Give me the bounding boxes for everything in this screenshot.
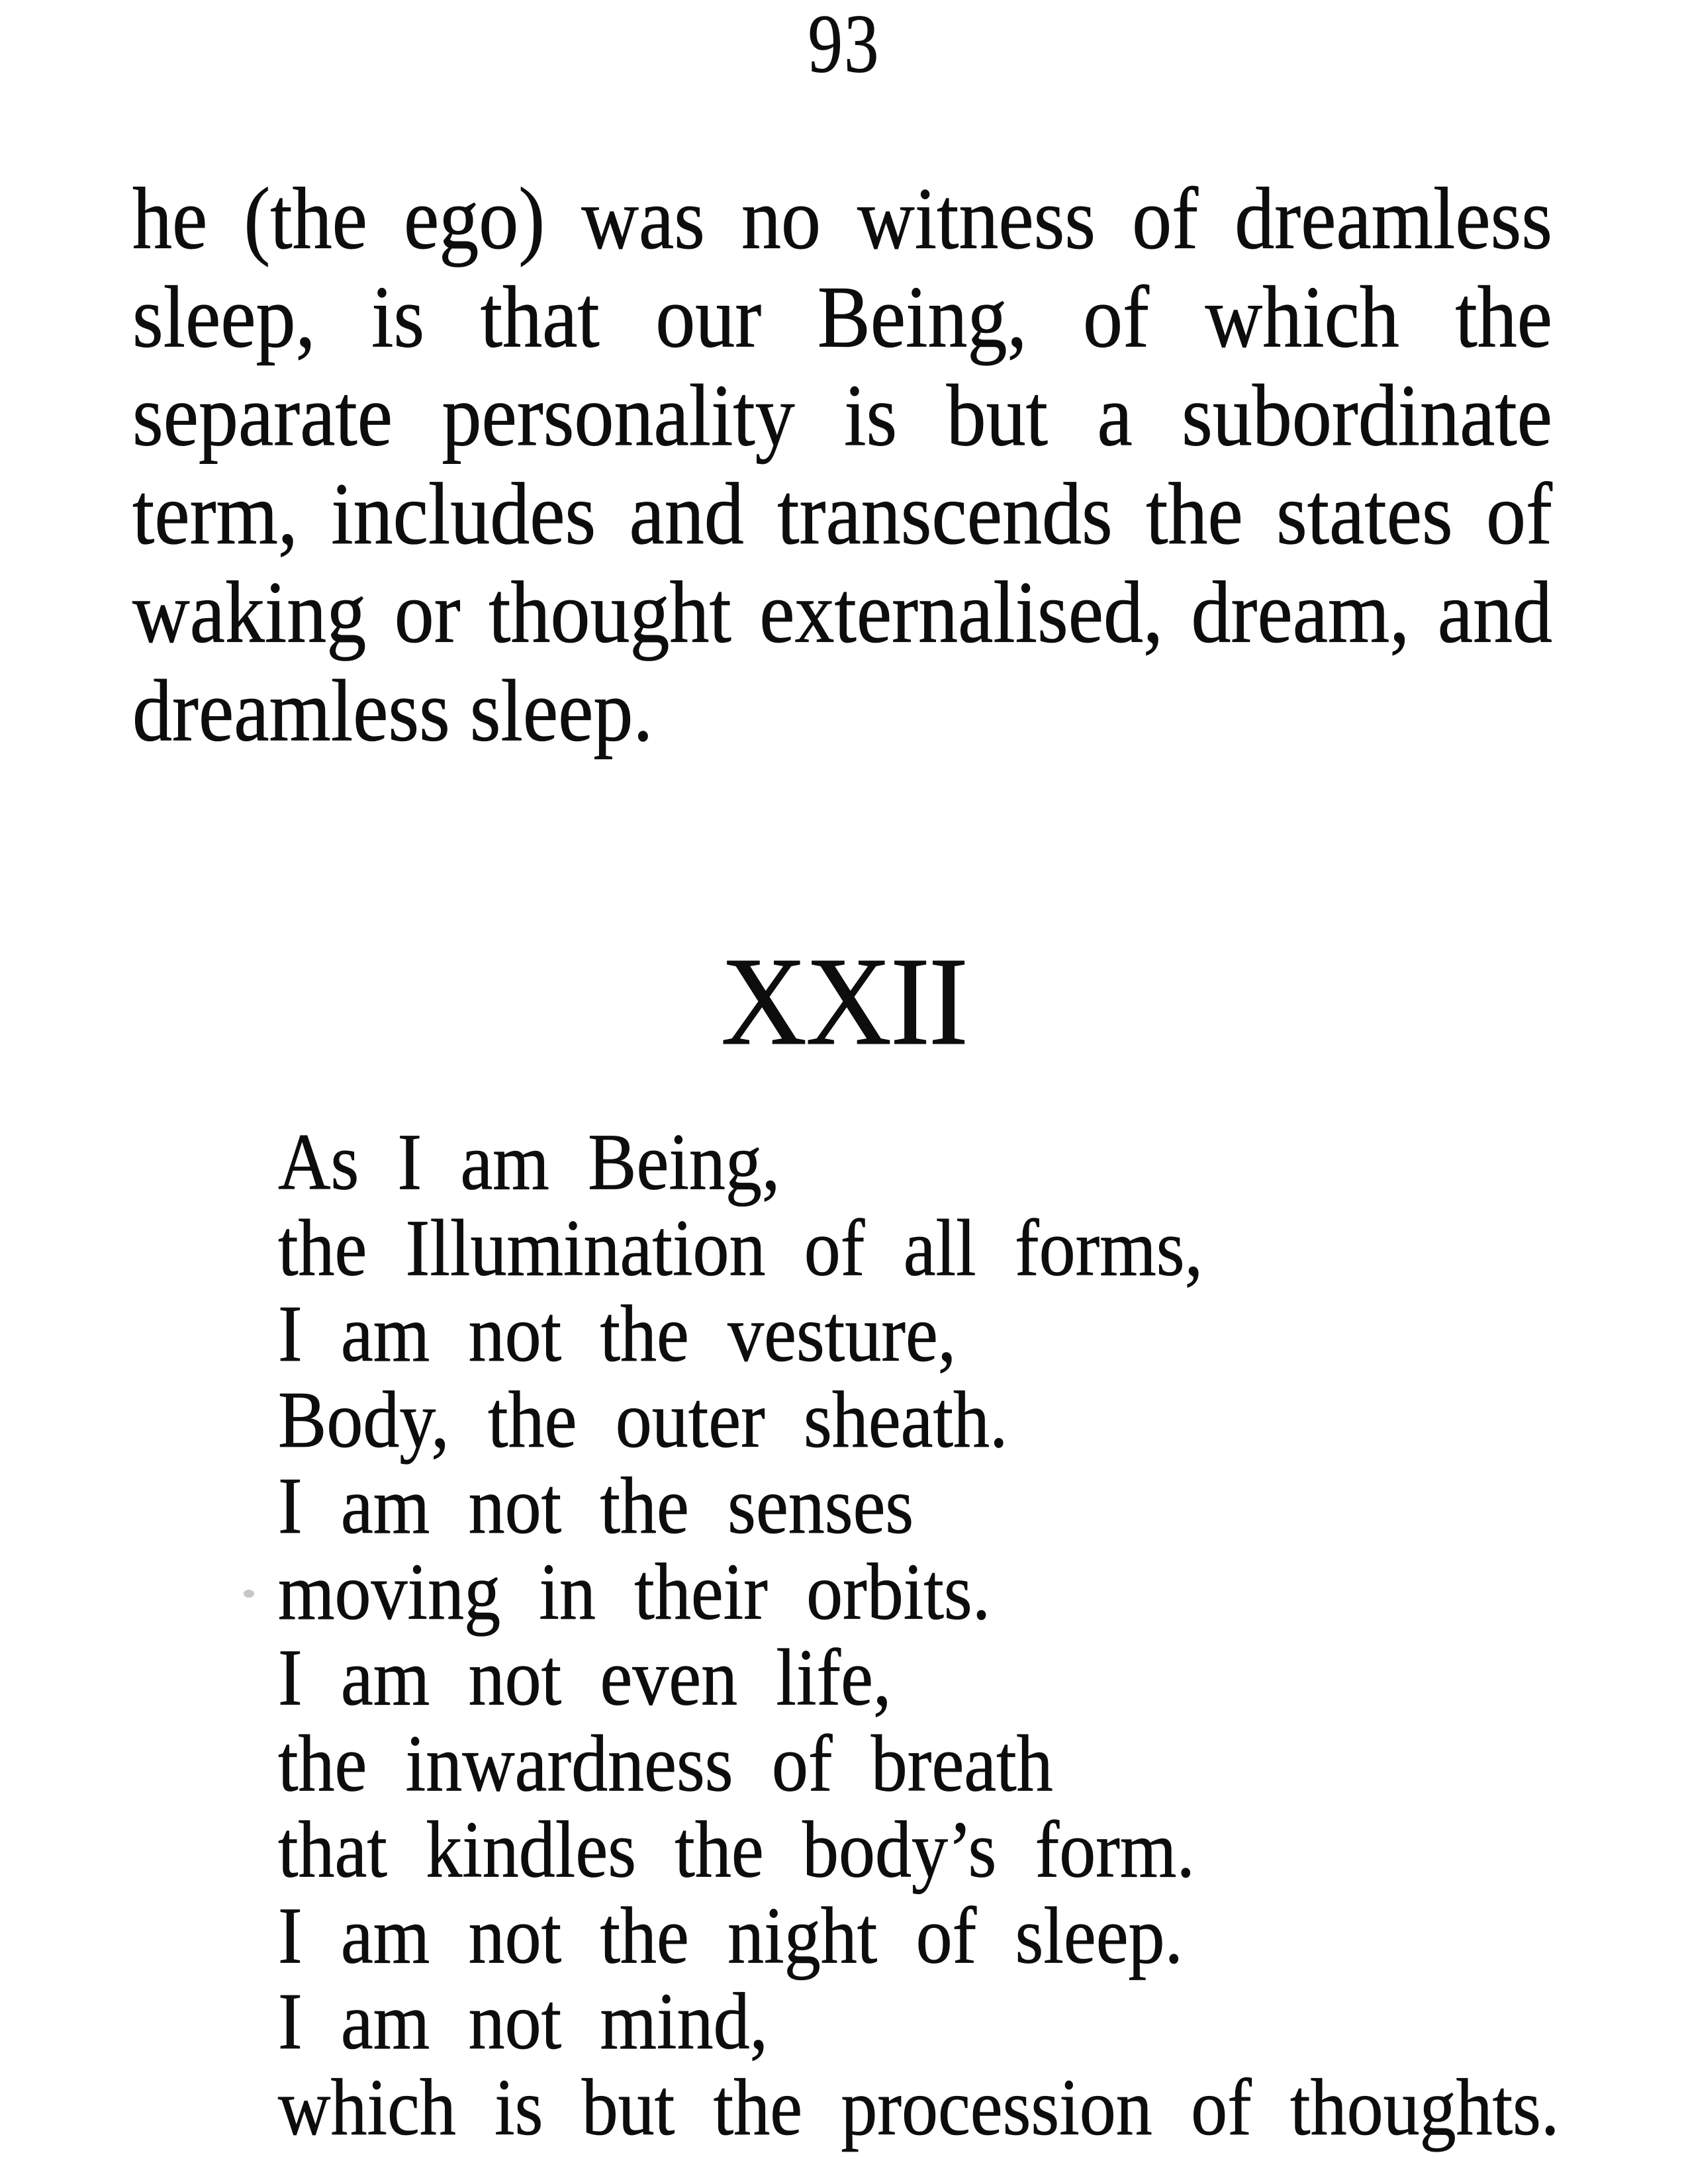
poem-line: I am not the night of sleep. bbox=[278, 1890, 1184, 1980]
scan-speck bbox=[244, 1590, 254, 1598]
section-heading: XXII bbox=[721, 931, 967, 1071]
prose-line: term, includes and transcends the states of bbox=[132, 465, 1552, 563]
prose-paragraph bbox=[132, 169, 1552, 760]
poem-line: Body, the outer sheath. bbox=[278, 1375, 1008, 1465]
poem-line: the Illumination of all forms, bbox=[278, 1203, 1203, 1293]
page-number: 93 bbox=[808, 0, 880, 91]
poem-line: moving in their orbits. bbox=[278, 1547, 991, 1637]
poem-line: I am not even life, bbox=[278, 1632, 892, 1723]
poem-line: I am not the vesture, bbox=[278, 1289, 957, 1379]
poem-line: which is but the procession of thoughts. bbox=[278, 2062, 1560, 2152]
poem-line: that kindles the body’s form. bbox=[278, 1804, 1195, 1895]
prose-line: separate personality is but a subordinate bbox=[132, 366, 1552, 465]
poem-line: I am not mind, bbox=[278, 1976, 769, 2066]
poem-line: As I am Being, bbox=[278, 1116, 780, 1207]
prose-line: waking or thought externalised, dream, and bbox=[132, 563, 1552, 661]
prose-line: sleep, is that our Being, of which the bbox=[132, 267, 1552, 366]
poem bbox=[278, 1116, 1622, 2152]
poem-line: I am not the senses bbox=[278, 1461, 914, 1551]
prose-line: dreamless sleep. bbox=[132, 661, 653, 760]
poem-line: the inwardness of breath bbox=[278, 1718, 1053, 1809]
prose-line: he (the ego) was no witness of dreamless bbox=[132, 169, 1552, 267]
